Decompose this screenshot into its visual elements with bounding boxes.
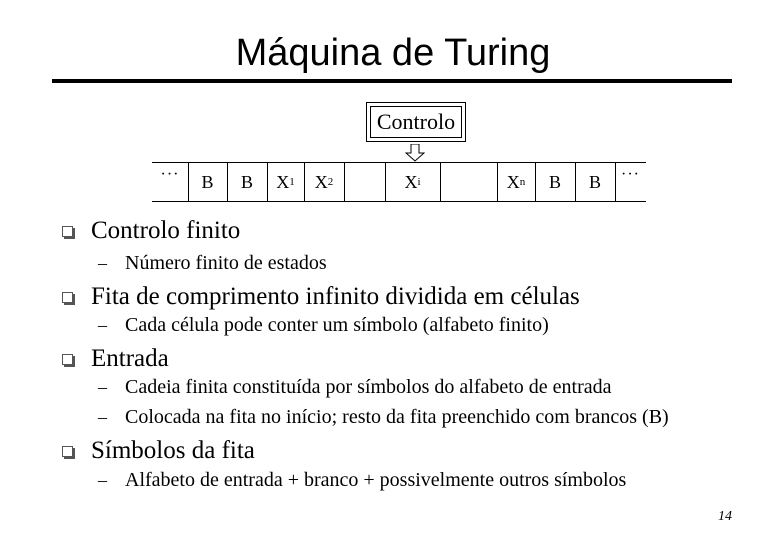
- bullet-square-icon: [62, 226, 73, 237]
- tape-symbol-subscript: n: [519, 176, 526, 188]
- control-box: [366, 102, 466, 142]
- tape-symbol: B: [201, 171, 214, 192]
- tape-cell: [615, 164, 646, 202]
- tape-symbol-subscript: 2: [327, 176, 334, 188]
- tape-cell: [385, 164, 440, 200]
- sub-bullet-text: Alfabeto de entrada + branco + possivelmente outros símbolos: [125, 469, 627, 491]
- tape-symbol: X: [404, 171, 418, 192]
- tape-cell: [304, 164, 344, 200]
- tape-cell: [267, 164, 304, 200]
- tape-symbol-subscript: 1: [289, 176, 295, 188]
- sub-bullet-dash: –: [98, 407, 107, 427]
- bullet-text: Controlo finito: [91, 217, 241, 244]
- tape-cell: [575, 164, 615, 200]
- control-label: Controlo: [376, 109, 456, 134]
- tape-cell: [188, 164, 227, 200]
- sub-bullet-dash: –: [98, 315, 107, 335]
- sub-bullet-dash: –: [98, 470, 107, 490]
- sub-bullet-text: Número finito de estados: [125, 252, 327, 274]
- tape-symbol: X: [276, 171, 290, 192]
- tape-symbol: X: [506, 171, 520, 192]
- tape-cell: [344, 164, 385, 200]
- bullet-text: Fita de comprimento infinito dividida em células: [91, 283, 580, 310]
- sub-bullet-text: Colocada na fita no início; resto da fita preenchido com brancos (B): [125, 406, 669, 428]
- tape-cell: [152, 164, 188, 202]
- bullet-square-icon: [62, 292, 73, 303]
- tape-symbol-subscript: i: [417, 176, 421, 188]
- tape-symbol: X: [314, 171, 328, 192]
- sub-bullet-dash: –: [98, 377, 107, 397]
- bullet-square-icon: [62, 446, 73, 457]
- tape-cell: [227, 164, 267, 200]
- slide-title: Máquina de Turing: [235, 32, 551, 74]
- bullet-text: Entrada: [91, 345, 169, 372]
- head-arrow-icon: [405, 144, 425, 162]
- sub-bullet-dash: –: [98, 253, 107, 273]
- tape-symbol: B: [548, 171, 561, 192]
- bullet-text: Símbolos da fita: [91, 437, 255, 464]
- tape-symbol: B: [588, 171, 601, 192]
- tape-cell: [440, 164, 497, 200]
- title-underline: [52, 79, 732, 83]
- sub-bullet-text: Cadeia finita constituída por símbolos do alfabeto de entrada: [125, 376, 612, 398]
- tape-cell: [497, 164, 535, 200]
- sub-bullet-text: Cada célula pode conter um símbolo (alfabeto finito): [125, 314, 549, 336]
- page-number: 14: [718, 509, 732, 524]
- tape-symbol: ···: [621, 166, 640, 183]
- bullet-square-icon: [62, 354, 73, 365]
- tape-symbol: B: [240, 171, 253, 192]
- tape-symbol: ···: [160, 166, 180, 183]
- tape-cell: [535, 164, 575, 200]
